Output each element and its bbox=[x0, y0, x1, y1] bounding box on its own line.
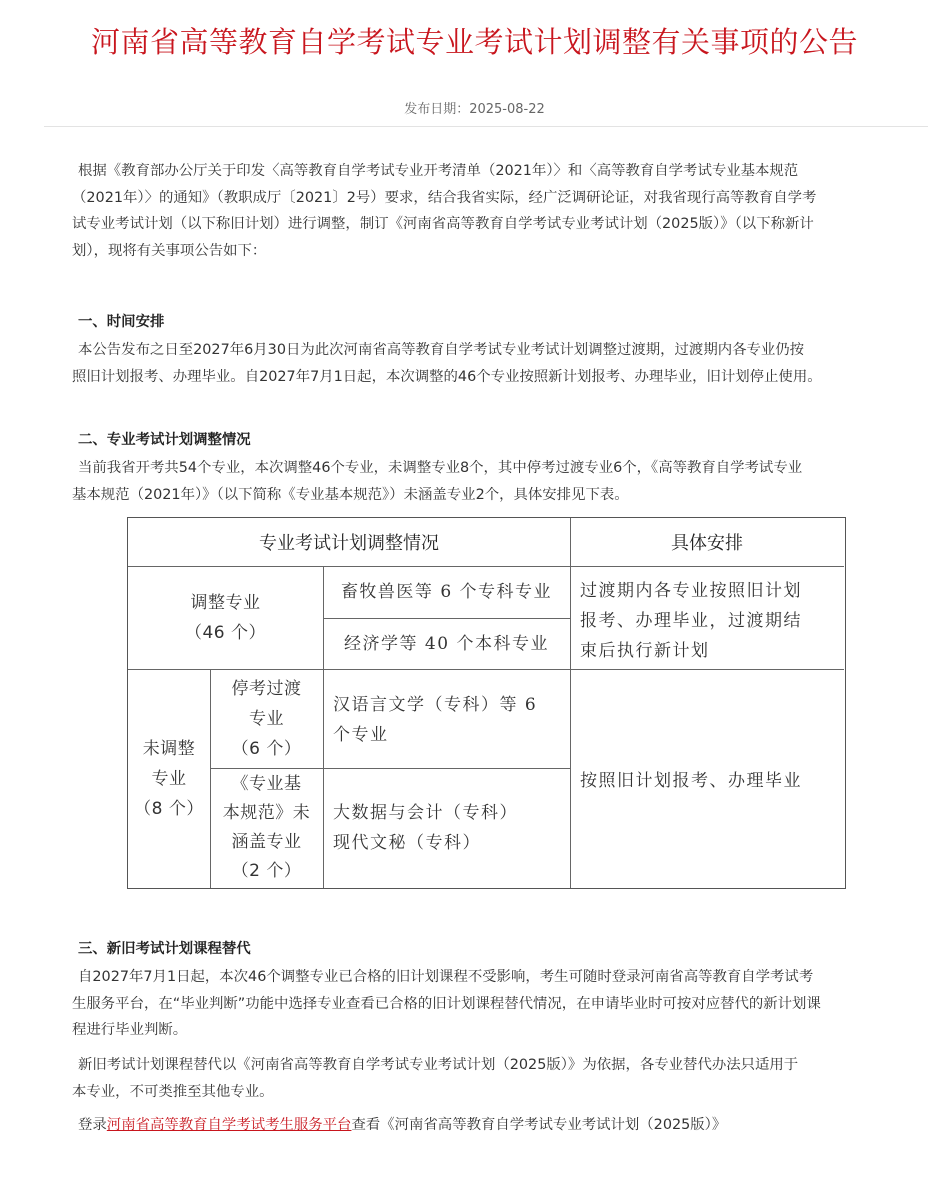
section-2-paragraph bbox=[72, 455, 930, 508]
intro-line: （2021年）〉的通知》（教职成厅〔2021〕2号）要求，结合我省实际，经广泛调研论证，对我省现行高等教育自学考 bbox=[72, 189, 817, 206]
publish-date bbox=[0, 98, 949, 117]
login-prefix: 登录 bbox=[78, 1117, 107, 1133]
intro-line: 划），现将有关事项公告如下： bbox=[72, 242, 267, 259]
section-2-line: 当前我省开考共54个专业，本次调整46个专业，未调整专业8个，其中停考过渡专业6个，《高等教育自学考试专业 bbox=[78, 460, 803, 476]
section-2-line: 基本规范（2021年）》（以下简称《专业基本规范》）未涵盖专业2个，具体安排见下表。 bbox=[72, 486, 629, 503]
section-3-paragraph bbox=[72, 964, 930, 1044]
unadjusted-label-text: 专业 bbox=[151, 768, 187, 789]
norm-count-text: （2 个） bbox=[231, 861, 302, 881]
stop-count-text: （6 个） bbox=[231, 738, 302, 759]
adjusted-row-undergraduate: 经济学等 40 个本科专业 bbox=[344, 633, 549, 654]
unadjusted-label-text: 未调整 bbox=[142, 738, 196, 759]
intro-paragraph bbox=[72, 158, 930, 264]
stop-transition-content bbox=[333, 690, 568, 760]
adjusted-arrangement-line: 束后执行新计划 bbox=[580, 641, 710, 661]
norm-label-text: 涵盖专业 bbox=[231, 832, 302, 852]
adjusted-arrangement bbox=[580, 576, 842, 666]
table-grid-line bbox=[570, 518, 571, 888]
table-header-situation: 专业考试计划调整情况 bbox=[259, 533, 439, 554]
section-3-paragraph-2 bbox=[72, 1052, 930, 1105]
divider bbox=[44, 126, 928, 127]
norm-label-text: 《专业基 bbox=[231, 774, 302, 794]
norm-content-line: 现代文秘（专科） bbox=[333, 833, 481, 853]
unadjusted-majors-label bbox=[128, 669, 210, 888]
login-suffix: 查看《河南省高等教育自学考试专业考试计划（2025版）》 bbox=[351, 1117, 727, 1133]
section-3-line: 新旧考试计划课程替代以《河南省高等教育自学考试专业考试计划（2025版）》为依据，各专业替代办法只适用于 bbox=[78, 1057, 799, 1073]
section-2-heading: 二、专业考试计划调整情况 bbox=[78, 432, 251, 448]
section-3-line: 程进行毕业判断。 bbox=[72, 1022, 188, 1038]
intro-line: 根据《教育部办公厅关于印发〈高等教育自学考试专业开考清单（2021年）〉和〈高等教育自学考试专业基本规范 bbox=[78, 163, 799, 179]
table-header-arrangement: 具体安排 bbox=[671, 533, 743, 554]
unadjusted-count-text: （8 个） bbox=[134, 798, 204, 819]
stop-label-text: 停考过渡 bbox=[231, 678, 302, 699]
norm-uncovered-content bbox=[333, 798, 568, 868]
section-3-line: 自2027年7月1日起，本次46个调整专业已合格的旧计划课程不受影响，考生可随时登录河南省高等教育自学考试考 bbox=[78, 969, 814, 985]
section-3-line: 生服务平台，在“毕业判断”功能中选择专业查看已合格的旧计划课程替代情况，在申请毕业时可按对应替代的新计划课 bbox=[72, 995, 821, 1012]
exam-service-platform-link[interactable]: 河南省高等教育自学考试考生服务平台 bbox=[106, 1117, 352, 1133]
stop-content-line: 个专业 bbox=[333, 725, 389, 745]
login-line bbox=[78, 1112, 930, 1139]
publish-date-label: 发布日期： bbox=[404, 102, 470, 117]
adjusted-majors-label bbox=[128, 566, 323, 669]
intro-line: 试专业考试计划（以下称旧计划）进行调整，制订《河南省高等教育自学考试专业考试计划（2025版）》（以下称新计 bbox=[72, 216, 814, 232]
adjusted-label-text: 调整专业 bbox=[190, 592, 261, 613]
adjusted-row-vocational: 畜牧兽医等 6 个专科专业 bbox=[340, 582, 553, 602]
plan-adjustment-table bbox=[127, 517, 846, 889]
adjusted-arrangement-line: 报考、办理毕业，过渡期结 bbox=[580, 611, 802, 631]
section-1-paragraph bbox=[72, 337, 930, 390]
norm-label-text: 本规范》未 bbox=[222, 803, 311, 823]
section-3-heading: 三、新旧考试计划课程替代 bbox=[78, 941, 251, 957]
unadjusted-arrangement: 按照旧计划报考、办理毕业 bbox=[580, 771, 802, 791]
stop-content-line: 汉语言文学（专科）等 6 bbox=[333, 695, 538, 715]
norm-content-line: 大数据与会计（专科） bbox=[333, 803, 518, 823]
norm-uncovered-label bbox=[210, 768, 323, 888]
stop-label-text: 专业 bbox=[249, 708, 284, 729]
section-1-line: 照旧计划报考、办理毕业。自2027年7月1日起，本次调整的46个专业按照新计划报考、办理毕业，旧计划停止使用。 bbox=[72, 368, 822, 385]
section-3-line: 本专业，不可类推至其他专业。 bbox=[72, 1083, 274, 1100]
page-title: 河南省高等教育自学考试专业考试计划调整有关事项的公告 bbox=[90, 25, 858, 59]
adjusted-arrangement-line: 过渡期内各专业按照旧计划 bbox=[580, 581, 802, 601]
stop-transition-label bbox=[210, 669, 323, 768]
section-1-heading: 一、时间安排 bbox=[78, 314, 165, 330]
adjusted-count-text: （46 个） bbox=[184, 622, 267, 643]
section-1-line: 本公告发布之日至2027年6月30日为此次河南省高等教育自学考试专业考试计划调整过渡期，过渡期内各专业仍按 bbox=[78, 342, 805, 358]
publish-date-value: 2025-08-22 bbox=[469, 102, 545, 117]
